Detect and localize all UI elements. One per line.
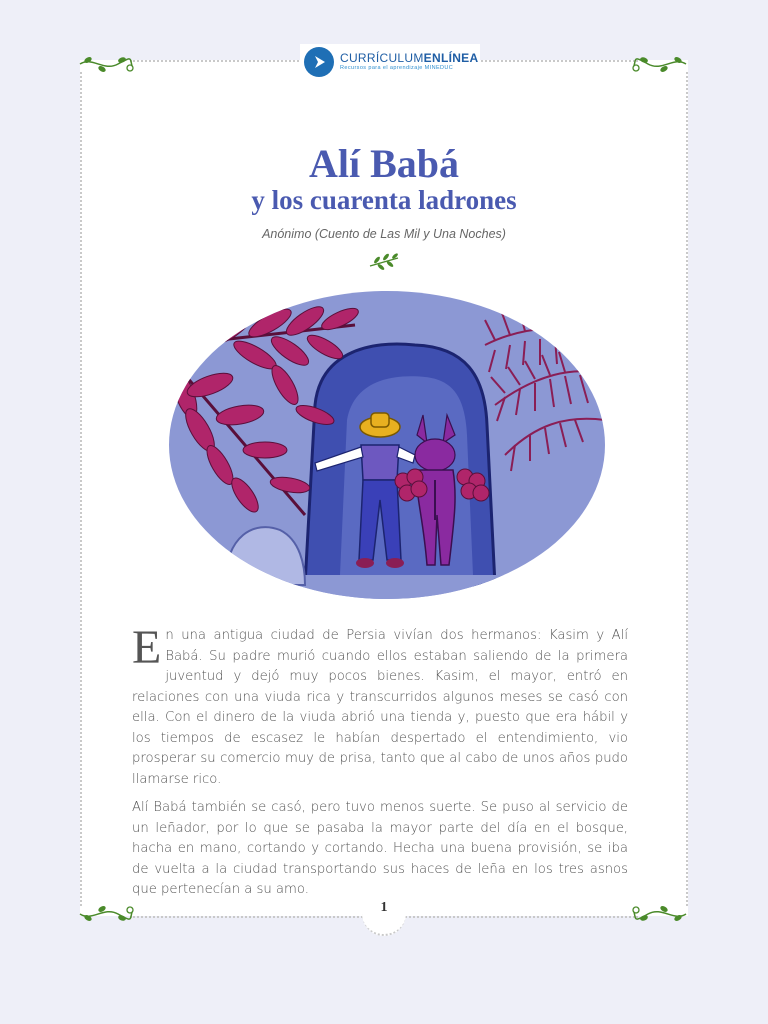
- logo-subtitle: Recursos para el aprendizaje MINEDUC: [340, 65, 454, 72]
- paragraph-1: En una antigua ciudad de Persia vivían dos hermanos: Kasim y Alí Babá. Su padre murió cuando ellos estaban saliendo de la primera juventud y dejó muy pocos bienes. Kasim, el mayor, entró en relaciones con una viuda rica y transcurridos algunos meses se casó con ella. Con el dinero de la viuda abrió una tienda y, puesto que era hábil y los tiempos de escasez le habían despertado el entendimiento, vio prosperar su comercio muy de prisa, tanto que al cabo de unos años pudo llamarse rico.: [132, 621, 628, 787]
- story-author: Anónimo (Cuento de Las Mil y Una Noches): [262, 227, 506, 241]
- paragraph-2: Alí Babá también se casó, pero tuvo menos suerte. Se puso al servicio de un leñador, por lo que se pasaba la mayor parte del día en el bosque, hacha en mano, cortando y cortando. Hecha una buena provisión, se iba de vuelta a la ciudad transportando sus haces de leña en los tres asnos que pertenecían a su amo.: [132, 800, 628, 897]
- story-illustration: [165, 285, 607, 603]
- curriculum-logo[interactable]: [300, 44, 480, 80]
- story-title: Alí Babá: [308, 141, 460, 186]
- logo-title: CURRÍCULUMENLÍNEA: [340, 51, 479, 66]
- story-subtitle: y los cuarenta ladrones: [251, 185, 517, 215]
- drop-cap: E: [132, 621, 162, 674]
- sprig-icon: [368, 252, 400, 270]
- page-number: 1: [380, 900, 388, 915]
- play-arrow-icon: [304, 47, 334, 77]
- vine-icon: [632, 52, 688, 76]
- vine-icon: [78, 52, 134, 76]
- story-text: [132, 621, 628, 909]
